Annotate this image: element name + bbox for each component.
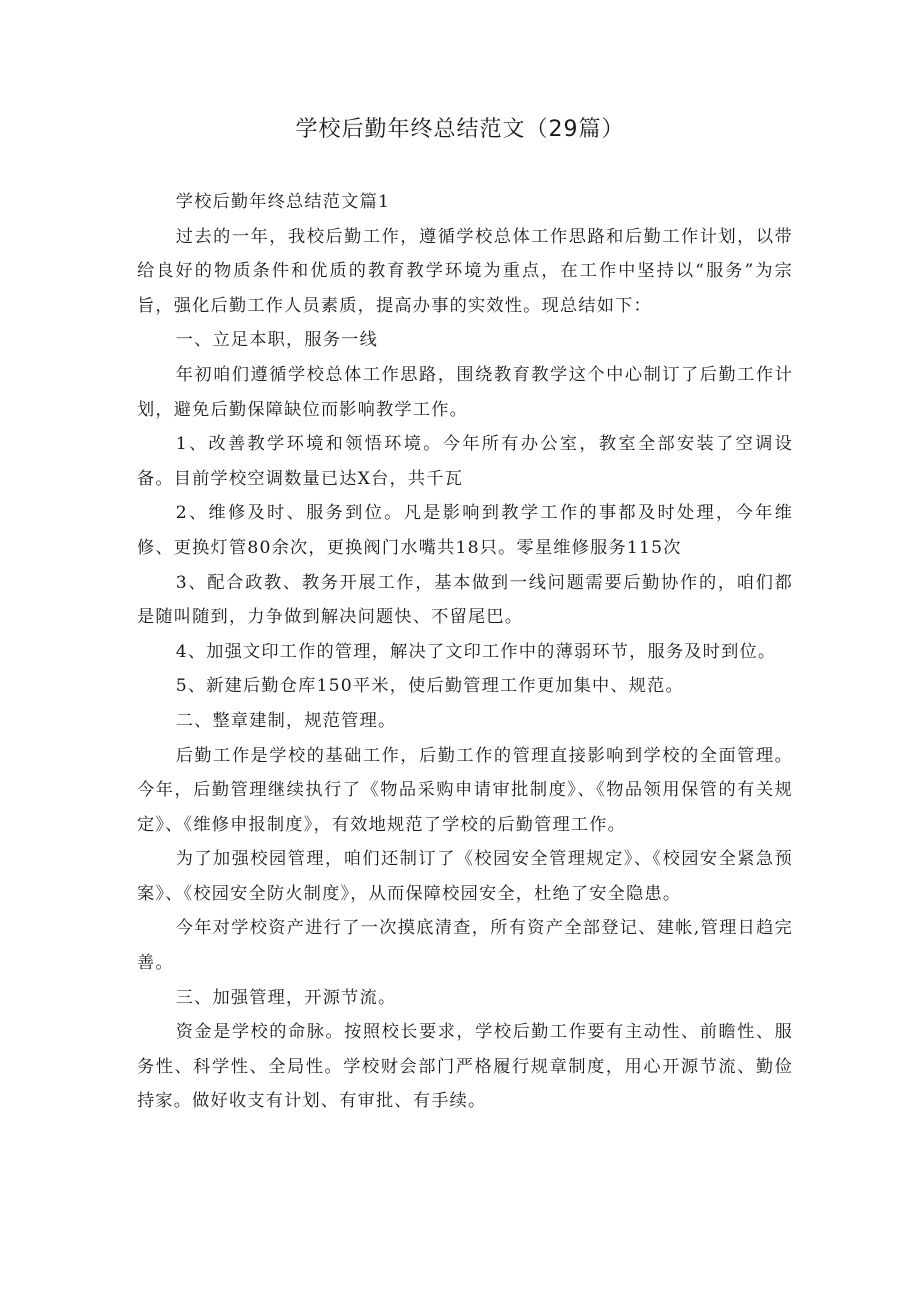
document-title: 学校后勤年终总结范文（29篇）: [295, 117, 625, 142]
document-body: [137, 185, 793, 1119]
heading-part-two: 二、整章建制，规范管理。: [175, 710, 397, 731]
paragraph: 资金是学校的命脉。按照校长要求，学校后勤工作要有主动性、前瞻性、服务性、科学性、全局性。学校财会部门严格履行规章制度，用心开源节流、勤俭持家。做好收支有计划、有审批、有手续。: [137, 1022, 793, 1112]
list-item: 3、配合政教、教务开展工作，基本做到一线问题需要后勤协作的，咱们都是随叫随到，力争做到解决问题快、不留尾巴。: [137, 572, 793, 628]
heading-part-three: 三、加强管理，开源节流。: [175, 987, 397, 1008]
paragraph: 今年对学校资产进行了一次摸底清查，所有资产全部登记、建帐,管理日趋完善。: [137, 918, 793, 974]
list-item: 2、维修及时、服务到位。凡是影响到教学工作的事都及时处理，今年维修、更换灯管80余次，更换阀门水嘴共18只。零星维修服务115次: [137, 503, 793, 558]
paragraph: 后勤工作是学校的基础工作，后勤工作的管理直接影响到学校的全面管理。今年，后勤管理继续执行了《物品采购申请审批制度》、《物品领用保管的有关规定》、《维修申报制度》，有效地规范了学校的后勤管理工作。: [137, 745, 793, 835]
list-item: 1、改善教学环境和领悟环境。今年所有办公室，教室全部安装了空调设备。目前学校空调数量已达X台，共千瓦: [137, 434, 793, 489]
paragraph-section-heading: 学校后勤年终总结范文篇1: [175, 192, 391, 212]
paragraph-intro: 过去的一年，我校后勤工作，遵循学校总体工作思路和后勤工作计划，以带给良好的物质条件和优质的教育教学环境为重点，在工作中坚持以“服务”为宗旨，强化后勤工作人员素质，提高办事的实效性。现总结如下：: [137, 226, 793, 316]
list-item: 4、加强文印工作的管理，解决了文印工作中的薄弱环节，服务及时到位。: [175, 641, 777, 662]
paragraph: 年初咱们遵循学校总体工作思路，围绕教育教学这个中心制订了后勤工作计划，避免后勤保障缺位而影响教学工作。: [137, 364, 793, 420]
paragraph: 为了加强校园管理，咱们还制订了《校园安全管理规定》、《校园安全紧急预案》、《校园安全防火制度》，从而保障校园安全，杜绝了安全隐患。: [137, 849, 793, 904]
list-item: 5、新建后勤仓库150平米，使后勤管理工作更加集中、规范。: [175, 676, 684, 697]
heading-part-one: 一、立足本职，服务一线: [175, 330, 378, 351]
